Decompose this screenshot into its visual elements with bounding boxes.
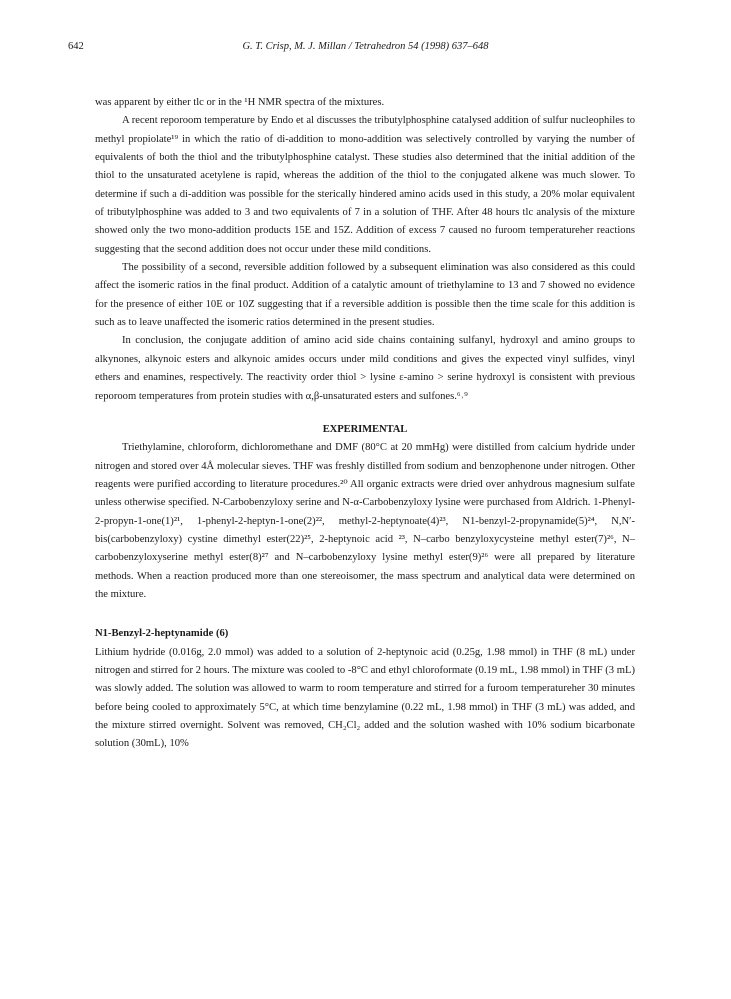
page-header bbox=[0, 41, 731, 57]
paragraph-experimental-general: Triethylamine, chloroform, dichloromethane and DMF (80°C at 20 mmHg) were distilled from calcium hydride under nitrogen and stored over 4Å molecular sieves. THF was freshly distilled from sodium and benzophenone under nitrogen. Other reagents were purified according to literature procedures.²⁰ All organic extracts were dried over anhydrous magnesium sulfate unless otherwise specified. N-Carbobenzyloxy serine and N-α-Carbobenzyloxy lysine were purchased from Aldrich. 1-Phenyl-2-propyn-1-one(1)²¹, 1-phenyl-2-heptyn-1-one(2)²², methyl-2-heptynoate(4)²³, N1-benzyl-2-propynamide(5)²⁴, N,N′-bis(carbobenzyloxy) cystine dimethyl ester(22)²⁵, 2-heptynoic acid ²³, N–carbo benzyloxycysteine methyl ester(7)²⁶, N–carbobenzyloxyserine methyl ester(8)²⁷ and N–carbobenzyloxy lysine methyl ester(9)²⁶ were all prepared by literature methods. When a reaction produced more than one stereoisomer, the mass spectrum and analytical data were determined on the mixture. bbox=[95, 442, 635, 600]
paragraph-continuation: was apparent by either tlc or in the ¹H NMR spectra of the mixtures. bbox=[95, 97, 385, 108]
paragraph-conclusion: In conclusion, the conjugate addition of amino acid side chains containing sulfanyl, hydroxyl and amino groups to alkynones, alkynoic esters and alkynoic amides occurs under mild conditions and gives the expected vinyl sulfides, vinyl ethers and enamines, respectively. The reactivity order thiol > lysine ε-amino > serine hydroxyl is consistent with previous reporoom temperatures from protein studies with α,β-unsaturated esters and sulfones.⁶˒⁹ bbox=[95, 335, 635, 402]
compound-title: N1-Benzyl-2-heptynamide (6) bbox=[95, 628, 229, 640]
page-body bbox=[95, 94, 635, 754]
running-head: G. T. Crisp, M. J. Millan / Tetrahedron 54 (1998) 637–648 bbox=[242, 41, 489, 52]
section-title-experimental: EXPERIMENTAL bbox=[322, 423, 408, 435]
paragraph-procedure: Lithium hydride (0.016g, 2.0 mmol) was added to a solution of 2-heptynoic acid (0.25g, 1.98 mmol) in THF (8 mL) under nitrogen and stirred for 2 hours. The mixture was cooled to -8°C and ethyl chloroformate (0.19 mL, 1.98 mmol) in THF (3 mL) was slowly added. The solution was allowed to warm to room temperature and stirred for a furoom temperatureher 30 minutes before being cooled to approximately 5°C, at which time benzylamine (0.22 mL, 1.98 mmol) in THF (3 mL) was added, and the mixture stirred overnight. Solvent was removed, CH₂Cl₂ added and the solution washed with 10% sodium bicarbonate solution (30mL), 10% bbox=[95, 646, 635, 750]
page-number: 642 bbox=[68, 41, 84, 52]
paragraph-diaddition: A recent reporoom temperature by Endo et al discusses the tributylphosphine catalysed addition of sulfur nucleophiles to methyl propiolate¹⁹ in which the ratio of di-addition to mono-addition was selectively controlled by varying the number of equivalents of both the thiol and the tributylphosphine catalyst. These studies also determined that the initial addition of the thiol to the unsaturated acetylene is rapid, whereas the addition of the thiol to the conjugated alkene was much slower. To determine if such a di-addition was possible for the sterically hindered amino acids used in this study, a 20% molar equivalent of tributylphosphine was added to 3 and two equivalents of 7 in a solution of THF. After 48 hours tlc analysis of the mixture showed only the two mono-addition products 15E and 15Z. Addition of excess 7 caused no furoom temperatureher reactions suggesting that the second addition does not occur under these mild conditions. bbox=[95, 115, 635, 255]
paragraph-reversible-addition: The possibility of a second, reversible addition followed by a subsequent elimination was also considered as this could affect the isomeric ratios in the final product. Addition of a catalytic amount of triethylamine to 13 and 7 showed no evidence for the presence of either 10E or 10Z suggesting that if a reversible addition is possible then the time scale for this addition is such as to leave unaffected the isomeric ratios determined in the present studies. bbox=[95, 262, 635, 329]
